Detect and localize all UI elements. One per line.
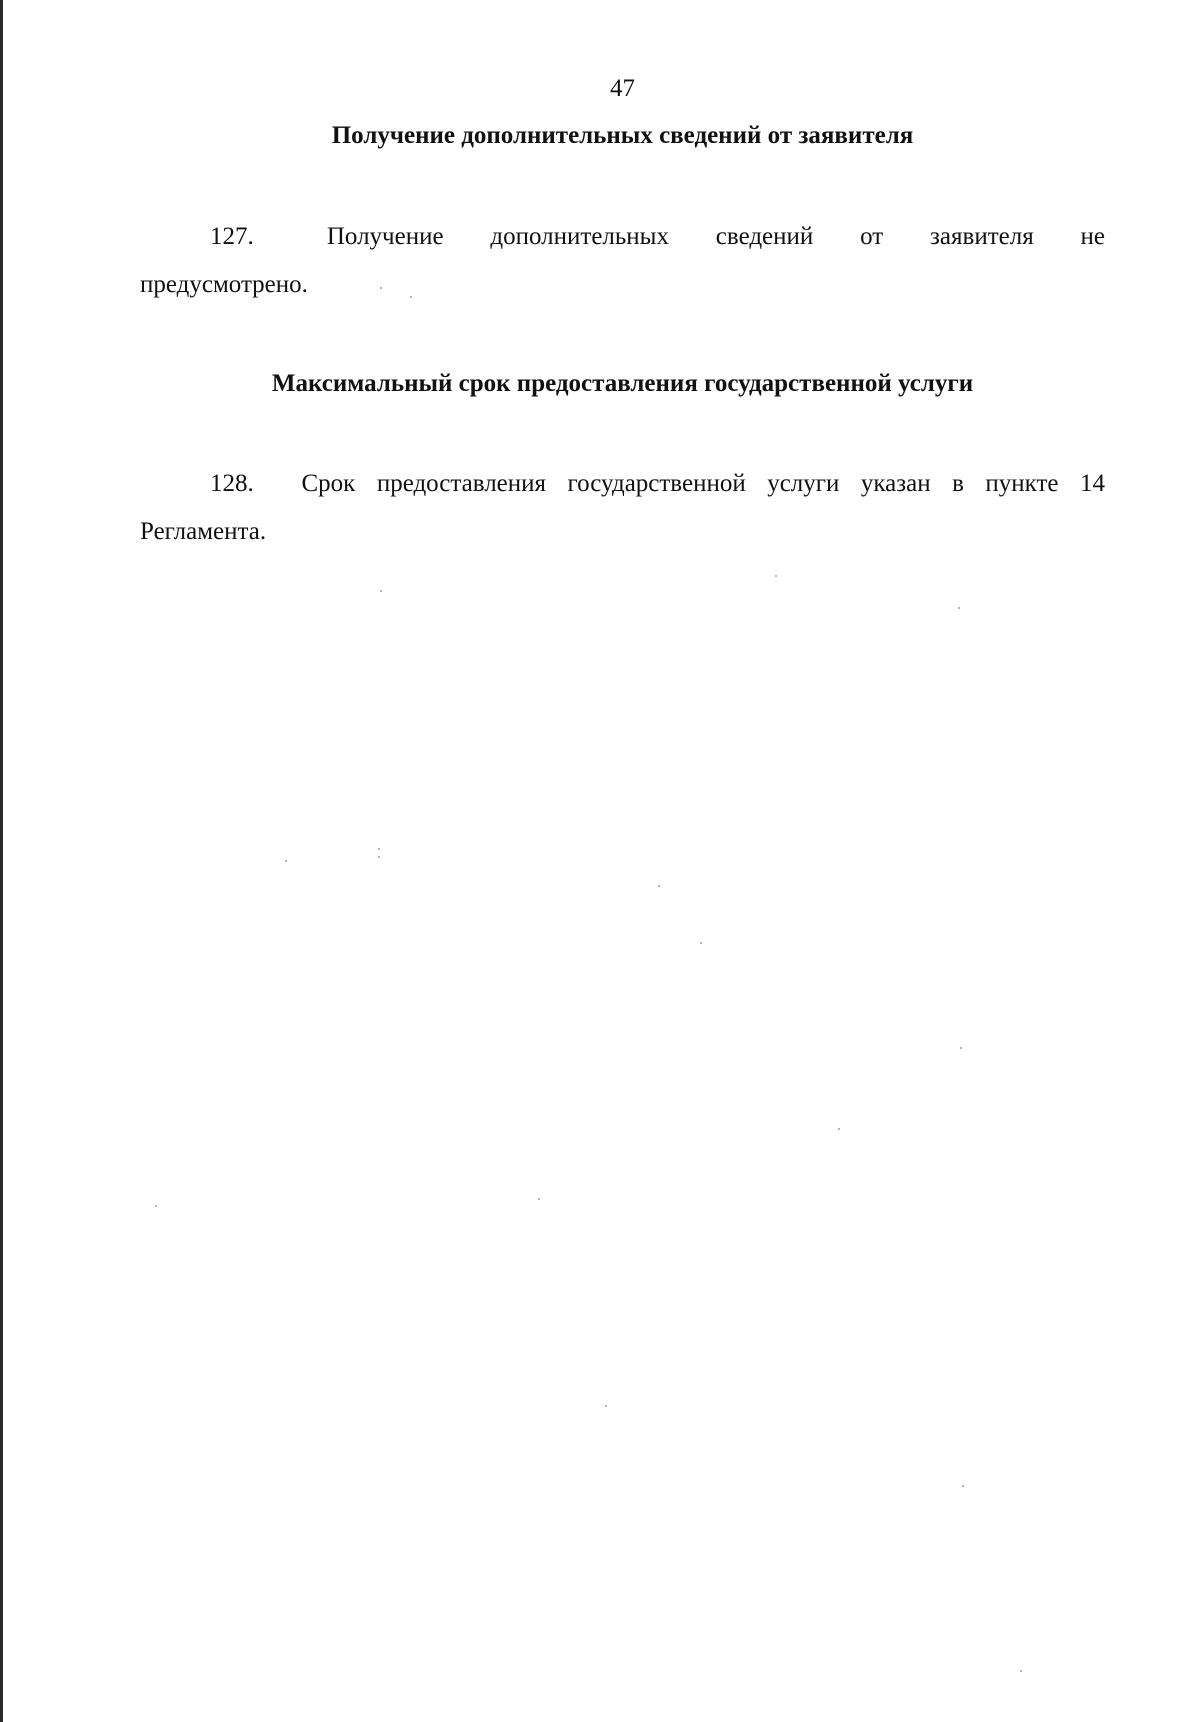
section-heading-additional-info: Получение дополнительных сведений от заявителя bbox=[331, 122, 914, 149]
scan-speck bbox=[658, 885, 660, 887]
page-number: 47 bbox=[610, 75, 635, 102]
scan-speck bbox=[380, 590, 382, 592]
section-heading-max-term: Максимальный срок предоставления государственной услуги bbox=[271, 370, 974, 397]
scan-speck bbox=[378, 856, 380, 858]
scan-speck bbox=[700, 942, 702, 944]
scan-speck bbox=[378, 848, 380, 850]
scan-speck bbox=[962, 1485, 964, 1487]
scan-speck bbox=[410, 296, 412, 298]
paragraph-127-number: 127. bbox=[210, 223, 254, 250]
scan-speck bbox=[285, 860, 287, 862]
scan-speck bbox=[958, 607, 960, 609]
paragraph-127-text-line1: Получение дополнительных сведений от заявителя не bbox=[326, 223, 1106, 250]
paragraph-128-line1 bbox=[140, 460, 1105, 508]
paragraph-127 bbox=[140, 213, 1105, 309]
scan-speck bbox=[155, 1205, 157, 1207]
scan-speck bbox=[380, 287, 382, 289]
scan-speck bbox=[1020, 1670, 1022, 1672]
scan-speck bbox=[538, 1198, 540, 1200]
scan-speck bbox=[960, 1047, 962, 1049]
paragraph-128-text-line2: Регламента. bbox=[140, 518, 267, 545]
paragraph-128-text-line1: Срок предоставления государственной услуги указан в пункте 14 bbox=[301, 470, 1105, 497]
scan-speck bbox=[605, 1405, 607, 1407]
scan-speck bbox=[775, 575, 777, 577]
paragraph-128 bbox=[140, 460, 1105, 556]
scan-speck bbox=[838, 1128, 840, 1130]
paragraph-127-text-line2: предусмотрено. bbox=[140, 271, 308, 298]
paragraph-127-line1 bbox=[140, 213, 1105, 261]
paragraph-128-number: 128. bbox=[210, 470, 254, 497]
